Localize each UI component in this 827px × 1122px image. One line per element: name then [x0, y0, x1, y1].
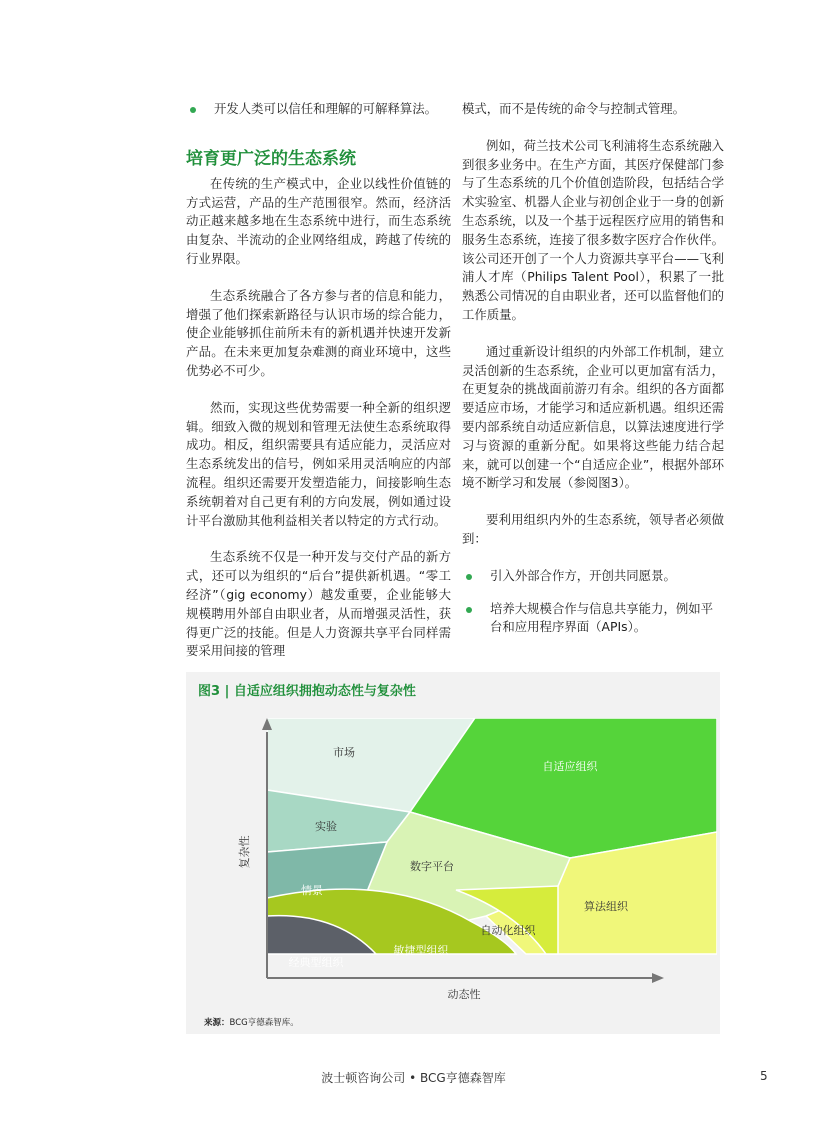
- page-footer: 波士顿咨询公司 • BCG亨德森智库: [321, 1071, 506, 1085]
- label-adaptive: 自适应组织: [542, 760, 598, 773]
- figure-source: [204, 1016, 299, 1028]
- right-column: [462, 100, 724, 651]
- paragraph: 例如，荷兰技术公司飞利浦将生态系统融入到很多业务中。在生产方面，其医疗保健部门参与了生态系统的几个价值创造阶段，包括结合学术实验室、机器人企业与初创企业于一身的创新生态系统，以及一个基于远程医疗应用的销售和服务生态系统，连接了很多数字医疗合作伙伴。该公司还开创了一个人力资源共享平台——飞利浦人才库（Philips Talent Pool），积累了一批熟悉公司情况的自由职业者，还可以监督他们的工作质量。: [462, 137, 724, 322]
- x-axis-label: 动态性: [447, 988, 481, 1001]
- bullet-item: [462, 600, 724, 638]
- label-experiment: 实验: [315, 820, 337, 833]
- bullet-item: [462, 567, 724, 586]
- source-text: BCG亨德森智库。: [229, 1018, 299, 1028]
- figure-diagram: [186, 672, 720, 1034]
- section-heading: 培育更广泛的生态系统: [186, 148, 356, 169]
- paragraph: 然而，实现这些优势需要一种全新的组织逻辑。细致入微的规划和管理无法使生态系统取得成功。相反，组织需要具有适应能力，灵活应对生态系统发出的信号，例如采用灵活响应的内部流程。组织还需要开发塑造能力，间接影响生态系统朝着对自己更有利的方向发展，例如通过设计平台激励其他利益相关者以特定的方式行动。: [186, 399, 451, 528]
- bullet-dot-icon: [466, 607, 472, 613]
- figure-3: [186, 672, 720, 1034]
- paragraph-continuation: 模式，而不是传统的命令与控制式管理。: [462, 101, 686, 116]
- bullet-dot-icon: [190, 107, 196, 113]
- y-axis-label: 复杂性: [238, 835, 251, 869]
- paragraph: 通过重新设计组织的内外部工作机制，建立灵活创新的生态系统，企业可以更加富有活力，在更复杂的挑战面前游刃有余。组织的各方面都要适应市场，才能学习和适应新机遇。组织还需要内部系统自动适应新信息，以算法速度进行学习与资源的重新分配。如果将这些能力结合起来，就可以创建一个“自适应企业”，根据外部环境不断学习和发展（参阅图3）。: [462, 343, 724, 491]
- page-number: 5: [760, 1069, 768, 1083]
- label-scenario: 情景: [301, 884, 323, 897]
- paragraph: 在传统的生产模式中，企业以线性价值链的方式运营，产品的生产范围很窄。然而，经济活动正越来越多地在生态系统中进行，而生态系统由复杂、半流动的企业网络组成，跨越了传统的行业界限。: [186, 175, 451, 266]
- bullet-text: 培养大规模合作与信息共享能力，例如平台和应用程序界面（APIs）。: [490, 600, 714, 635]
- left-column: [186, 100, 451, 661]
- paragraph: 要利用组织内外的生态系统，领导者必须做到：: [462, 512, 724, 546]
- label-algorithmic: 算法组织: [584, 900, 628, 913]
- bullet-dot-icon: [466, 574, 472, 580]
- paragraph: 生态系统融合了各方参与者的信息和能力，增强了他们探索新路径与认识市场的综合能力，使企业能够抓住前所未有的新机遇并快速开发新产品。在未来更加复杂难测的商业环境中，这些优势必不可少。: [186, 287, 451, 378]
- label-classic: 经典型组织: [288, 956, 344, 969]
- source-label: 来源：: [204, 1018, 230, 1028]
- paragraph: 生态系统不仅是一种开发与交付产品的新方式，还可以为组织的“后台”提供新机遇。“零工经济”（gig economy）越发重要，企业能够大规模聘用外部自由职业者，从而增强灵活性，获得更广泛的技能。但是人力资源共享平台同样需要采用间接的管理: [186, 549, 451, 659]
- bullet-text: 引入外部合作方，开创共同愿景。: [490, 567, 676, 583]
- label-automated: 自动化组织: [480, 924, 536, 937]
- figure-title: 图3 | 自适应组织拥抱动态性与复杂性: [198, 684, 416, 699]
- bullet-explainable-ai: [186, 100, 451, 119]
- label-market: 市场: [333, 746, 355, 759]
- bullet-text: 开发人类可以信任和理解的可解释算法。: [214, 101, 438, 116]
- label-digital-platform: 数字平台: [410, 860, 454, 873]
- label-agile: 敏捷型组织: [393, 944, 449, 957]
